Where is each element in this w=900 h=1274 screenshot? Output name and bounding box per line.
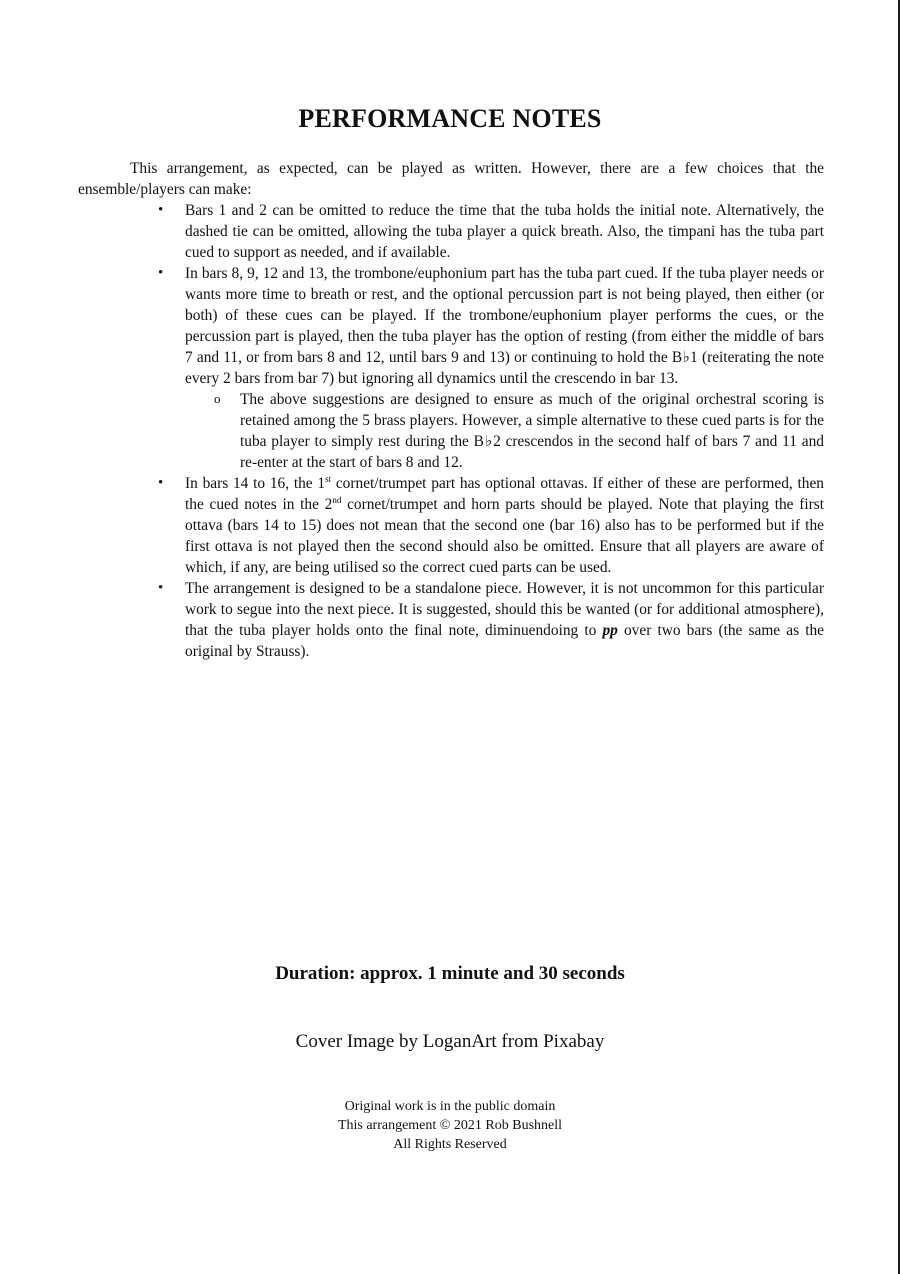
sub-note-item <box>240 389 824 473</box>
copyright-line: Original work is in the public domain <box>344 1099 556 1114</box>
note-item-bars-1-2 <box>185 200 824 263</box>
ordinal-superscript: nd <box>332 494 342 505</box>
notes-list <box>185 200 824 662</box>
dynamic-marking: pp <box>602 622 618 639</box>
note-text: Bars 1 and 2 can be omitted to reduce the time that the tuba holds the initial note. Alternatively, the dashed tie can be omitted, allowing the tuba player a quick breath. Also, the timpani has the tuba part cued to support as needed, and if available. <box>185 202 824 261</box>
sub-note-text: The above suggestions are designed to ensure as much of the original orchestral scoring is retained among the 5 brass players. However, a simple alternative to these cued parts is for the tuba player to simply rest during the B♭2 crescendos in the second half of bars 7 and 11 and re-enter at the start of bars 8 and 12. <box>240 391 824 471</box>
sub-notes-list <box>185 389 824 473</box>
note-text-part: The arrangement is designed to be a standalone piece. However, it is not uncommon for this particular work to segue into the next piece. It is suggested, should this be wanted (or for additional atmosphere), that the tuba player holds onto the final note, diminuendoing to <box>185 580 824 639</box>
intro-paragraph: This arrangement, as expected, can be played as written. However, there are a few choices that the ensemble/players can make: <box>78 160 824 198</box>
note-text-part: cornet/trumpet and horn parts should be played. Note that playing the first ottava (bars 14 to 15) does not mean that the second one (bar 16) also has to be performed but if the first ottava is not played then the second should also be omitted. Ensure that all players are aware of which, if any, are being utilised so the correct cued parts can be used. <box>185 496 824 576</box>
cover-image-credit: Cover Image by LoganArt from Pixabay <box>295 1031 605 1052</box>
copyright-block <box>0 1097 900 1154</box>
duration-line: Duration: approx. 1 minute and 30 seconds <box>275 963 625 984</box>
note-text-part: over two bars (the same as the original by Strauss). <box>185 622 824 660</box>
copyright-line: All Rights Reserved <box>393 1137 507 1152</box>
note-text-part: In bars 14 to 16, the 1 <box>185 475 326 492</box>
copyright-line: This arrangement © 2021 Rob Bushnell <box>337 1118 563 1133</box>
note-item-ottavas <box>185 473 824 578</box>
note-text: In bars 8, 9, 12 and 13, the trombone/euphonium part has the tuba part cued. If the tuba player needs or wants more time to breath or rest, and the optional percussion part is not being played, then either (or both) of these cues can be played. If the trombone/euphonium player performs the cues, or the percussion part is played, then the tuba player has the option of resting (from either the middle of bars 7 and 11, or from bars 8 and 12, until bars 9 and 13) or continuing to hold the B♭1 (reiterating the note every 2 bars from bar 7) but ignoring all dynamics until the crescendo in bar 13. <box>185 265 824 387</box>
note-item-standalone <box>185 578 824 662</box>
page-title: PERFORMANCE NOTES <box>298 104 602 133</box>
ordinal-superscript: st <box>325 473 332 484</box>
note-item-cues <box>185 263 824 473</box>
note-text-part: cornet/trumpet part has optional ottavas. If either of these are performed, then the cued notes in the 2 <box>185 475 824 513</box>
